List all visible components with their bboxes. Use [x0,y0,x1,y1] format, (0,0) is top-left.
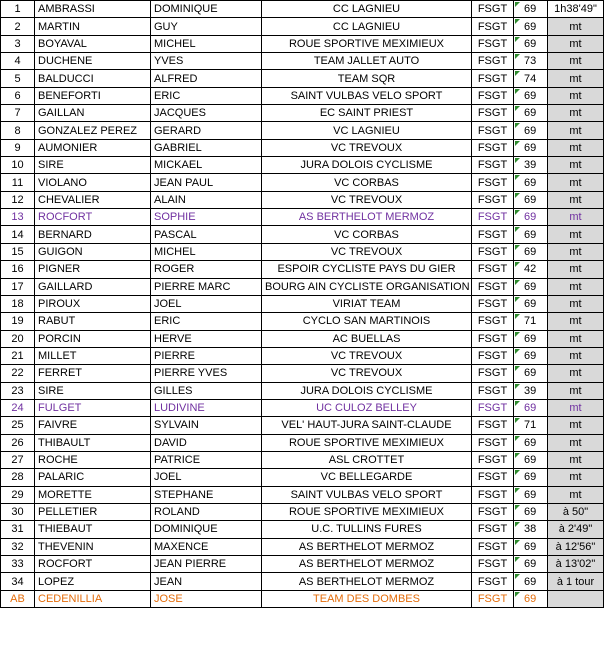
last-name-cell: GUIGON [35,243,151,260]
table-row [1,1,604,18]
department-cell: 39 [514,382,548,399]
rank-cell: 17 [1,278,35,295]
rank-cell: 13 [1,209,35,226]
rank-cell: 32 [1,538,35,555]
federation-cell: FSGT [472,243,514,260]
time-cell: mt [548,18,604,35]
club-cell: VEL' HAUT-JURA SAINT-CLAUDE [262,417,472,434]
first-name-cell: GUY [151,18,262,35]
department-cell: 71 [514,313,548,330]
rank-cell: 8 [1,122,35,139]
last-name-cell: GONZALEZ PEREZ [35,122,151,139]
first-name-cell: STEPHANE [151,486,262,503]
first-name-cell: SOPHIE [151,209,262,226]
first-name-cell: GERARD [151,122,262,139]
club-cell: SAINT VULBAS VELO SPORT [262,87,472,104]
table-row [1,382,604,399]
federation-cell: FSGT [472,1,514,18]
rank-cell: 18 [1,295,35,312]
last-name-cell: BERNARD [35,226,151,243]
time-cell: à 13'02" [548,556,604,573]
last-name-cell: BOYAVAL [35,35,151,52]
last-name-cell: GAILLARD [35,278,151,295]
table-row [1,174,604,191]
table-row [1,35,604,52]
rank-cell: 11 [1,174,35,191]
last-name-cell: SIRE [35,157,151,174]
rank-cell: 27 [1,451,35,468]
rank-cell: 29 [1,486,35,503]
club-cell: VC CORBAS [262,226,472,243]
table-row [1,87,604,104]
time-cell: mt [548,53,604,70]
last-name-cell: MARTIN [35,18,151,35]
time-cell: mt [548,365,604,382]
federation-cell: FSGT [472,486,514,503]
time-cell: mt [548,243,604,260]
department-cell: 69 [514,122,548,139]
time-cell: mt [548,226,604,243]
last-name-cell: PELLETIER [35,503,151,520]
table-row [1,70,604,87]
federation-cell: FSGT [472,590,514,607]
rank-cell: AB [1,590,35,607]
time-cell: mt [548,417,604,434]
table-row [1,486,604,503]
time-cell: mt [548,434,604,451]
first-name-cell: JOEL [151,295,262,312]
time-cell: mt [548,174,604,191]
last-name-cell: MORETTE [35,486,151,503]
club-cell: AS BERTHELOT MERMOZ [262,209,472,226]
first-name-cell: JOSE [151,590,262,607]
first-name-cell: GILLES [151,382,262,399]
last-name-cell: BALDUCCI [35,70,151,87]
table-row [1,399,604,416]
department-cell: 69 [514,556,548,573]
club-cell: AS BERTHELOT MERMOZ [262,556,472,573]
club-cell: ROUE SPORTIVE MEXIMIEUX [262,503,472,520]
table-row [1,469,604,486]
department-cell: 39 [514,157,548,174]
club-cell: VC BELLEGARDE [262,469,472,486]
rank-cell: 31 [1,521,35,538]
first-name-cell: MICHEL [151,243,262,260]
department-cell: 38 [514,521,548,538]
first-name-cell: LUDIVINE [151,399,262,416]
last-name-cell: CEDENILLIA [35,590,151,607]
table-row [1,191,604,208]
federation-cell: FSGT [472,139,514,156]
first-name-cell: ERIC [151,313,262,330]
department-cell: 69 [514,573,548,590]
department-cell: 69 [514,434,548,451]
table-row [1,417,604,434]
federation-cell: FSGT [472,122,514,139]
time-cell [548,590,604,607]
rank-cell: 14 [1,226,35,243]
club-cell: UC CULOZ BELLEY [262,399,472,416]
rank-cell: 19 [1,313,35,330]
rank-cell: 21 [1,347,35,364]
first-name-cell: DOMINIQUE [151,521,262,538]
table-row [1,122,604,139]
time-cell: mt [548,209,604,226]
table-row [1,347,604,364]
federation-cell: FSGT [472,191,514,208]
rank-cell: 23 [1,382,35,399]
federation-cell: FSGT [472,521,514,538]
table-row [1,226,604,243]
table-row [1,313,604,330]
table-row [1,53,604,70]
last-name-cell: FERRET [35,365,151,382]
federation-cell: FSGT [472,226,514,243]
department-cell: 69 [514,295,548,312]
table-row [1,261,604,278]
department-cell: 69 [514,278,548,295]
first-name-cell: ALFRED [151,70,262,87]
time-cell: mt [548,70,604,87]
first-name-cell: ROGER [151,261,262,278]
club-cell: AS BERTHELOT MERMOZ [262,573,472,590]
time-cell: mt [548,451,604,468]
department-cell: 69 [514,35,548,52]
rank-cell: 6 [1,87,35,104]
last-name-cell: VIOLANO [35,174,151,191]
time-cell: à 2'49" [548,521,604,538]
first-name-cell: YVES [151,53,262,70]
club-cell: AC BUELLAS [262,330,472,347]
club-cell: TEAM DES DOMBES [262,590,472,607]
rank-cell: 7 [1,105,35,122]
first-name-cell: SYLVAIN [151,417,262,434]
rank-cell: 22 [1,365,35,382]
department-cell: 69 [514,226,548,243]
time-cell: à 1 tour [548,573,604,590]
time-cell: mt [548,330,604,347]
federation-cell: FSGT [472,174,514,191]
first-name-cell: PIERRE [151,347,262,364]
table-row [1,503,604,520]
department-cell: 69 [514,590,548,607]
first-name-cell: PIERRE MARC [151,278,262,295]
table-row [1,18,604,35]
first-name-cell: PASCAL [151,226,262,243]
first-name-cell: ALAIN [151,191,262,208]
first-name-cell: GABRIEL [151,139,262,156]
first-name-cell: PATRICE [151,451,262,468]
last-name-cell: ROCFORT [35,209,151,226]
department-cell: 69 [514,365,548,382]
rank-cell: 33 [1,556,35,573]
department-cell: 69 [514,486,548,503]
table-row [1,573,604,590]
table-row [1,365,604,382]
club-cell: VC TREVOUX [262,191,472,208]
club-cell: ROUE SPORTIVE MEXIMIEUX [262,35,472,52]
club-cell: VC TREVOUX [262,243,472,260]
first-name-cell: MICHEL [151,35,262,52]
club-cell: VIRIAT TEAM [262,295,472,312]
first-name-cell: JEAN PIERRE [151,556,262,573]
department-cell: 69 [514,18,548,35]
last-name-cell: PIROUX [35,295,151,312]
federation-cell: FSGT [472,365,514,382]
department-cell: 74 [514,70,548,87]
federation-cell: FSGT [472,18,514,35]
federation-cell: FSGT [472,573,514,590]
last-name-cell: FAIVRE [35,417,151,434]
table-row [1,295,604,312]
department-cell: 42 [514,261,548,278]
club-cell: TEAM JALLET AUTO [262,53,472,70]
rank-cell: 20 [1,330,35,347]
rank-cell: 15 [1,243,35,260]
last-name-cell: PORCIN [35,330,151,347]
time-cell: mt [548,313,604,330]
time-cell: mt [548,399,604,416]
table-row [1,434,604,451]
federation-cell: FSGT [472,399,514,416]
club-cell: VC LAGNIEU [262,122,472,139]
club-cell: TEAM SQR [262,70,472,87]
first-name-cell: MAXENCE [151,538,262,555]
first-name-cell: HERVE [151,330,262,347]
federation-cell: FSGT [472,434,514,451]
federation-cell: FSGT [472,53,514,70]
federation-cell: FSGT [472,347,514,364]
last-name-cell: THIEBAUT [35,521,151,538]
last-name-cell: FULGET [35,399,151,416]
rank-cell: 28 [1,469,35,486]
last-name-cell: CHEVALIER [35,191,151,208]
last-name-cell: RABUT [35,313,151,330]
time-cell: mt [548,35,604,52]
club-cell: CC LAGNIEU [262,18,472,35]
federation-cell: FSGT [472,87,514,104]
table-row [1,330,604,347]
first-name-cell: PIERRE YVES [151,365,262,382]
club-cell: EC SAINT PRIEST [262,105,472,122]
federation-cell: FSGT [472,278,514,295]
last-name-cell: AMBRASSI [35,1,151,18]
club-cell: ASL CROTTET [262,451,472,468]
table-row [1,139,604,156]
department-cell: 69 [514,174,548,191]
department-cell: 69 [514,399,548,416]
time-cell: mt [548,295,604,312]
first-name-cell: DAVID [151,434,262,451]
department-cell: 69 [514,87,548,104]
time-cell: mt [548,486,604,503]
results-body [1,1,604,608]
table-row [1,556,604,573]
club-cell: JURA DOLOIS CYCLISME [262,382,472,399]
club-cell: CYCLO SAN MARTINOIS [262,313,472,330]
last-name-cell: BENEFORTI [35,87,151,104]
last-name-cell: AUMONIER [35,139,151,156]
table-row [1,105,604,122]
department-cell: 69 [514,330,548,347]
federation-cell: FSGT [472,209,514,226]
first-name-cell: JEAN PAUL [151,174,262,191]
rank-cell: 3 [1,35,35,52]
last-name-cell: DUCHENE [35,53,151,70]
table-row [1,278,604,295]
time-cell: mt [548,139,604,156]
time-cell: mt [548,261,604,278]
club-cell: ROUE SPORTIVE MEXIMIEUX [262,434,472,451]
club-cell: VC TREVOUX [262,347,472,364]
last-name-cell: ROCHE [35,451,151,468]
federation-cell: FSGT [472,382,514,399]
department-cell: 69 [514,243,548,260]
first-name-cell: MICKAEL [151,157,262,174]
first-name-cell: JOEL [151,469,262,486]
club-cell: JURA DOLOIS CYCLISME [262,157,472,174]
first-name-cell: DOMINIQUE [151,1,262,18]
club-cell: CC LAGNIEU [262,1,472,18]
last-name-cell: MILLET [35,347,151,364]
federation-cell: FSGT [472,313,514,330]
club-cell: U.C. TULLINS FURES [262,521,472,538]
time-cell: mt [548,278,604,295]
department-cell: 69 [514,451,548,468]
last-name-cell: THEVENIN [35,538,151,555]
time-cell: mt [548,469,604,486]
rank-cell: 16 [1,261,35,278]
first-name-cell: JEAN [151,573,262,590]
department-cell: 69 [514,105,548,122]
federation-cell: FSGT [472,556,514,573]
rank-cell: 24 [1,399,35,416]
federation-cell: FSGT [472,451,514,468]
first-name-cell: ERIC [151,87,262,104]
table-row [1,538,604,555]
first-name-cell: JACQUES [151,105,262,122]
time-cell: mt [548,347,604,364]
time-cell: mt [548,191,604,208]
department-cell: 69 [514,538,548,555]
table-row [1,157,604,174]
rank-cell: 4 [1,53,35,70]
rank-cell: 30 [1,503,35,520]
rank-cell: 1 [1,1,35,18]
rank-cell: 26 [1,434,35,451]
club-cell: SAINT VULBAS VELO SPORT [262,486,472,503]
federation-cell: FSGT [472,330,514,347]
table-row [1,243,604,260]
department-cell: 73 [514,53,548,70]
federation-cell: FSGT [472,70,514,87]
department-cell: 69 [514,1,548,18]
time-cell: à 50" [548,503,604,520]
first-name-cell: ROLAND [151,503,262,520]
last-name-cell: THIBAULT [35,434,151,451]
federation-cell: FSGT [472,157,514,174]
club-cell: BOURG AIN CYCLISTE ORGANISATION [262,278,472,295]
table-row [1,209,604,226]
federation-cell: FSGT [472,469,514,486]
department-cell: 69 [514,469,548,486]
federation-cell: FSGT [472,105,514,122]
club-cell: VC CORBAS [262,174,472,191]
club-cell: ESPOIR CYCLISTE PAYS DU GIER [262,261,472,278]
table-row [1,590,604,607]
department-cell: 69 [514,347,548,364]
rank-cell: 10 [1,157,35,174]
rank-cell: 34 [1,573,35,590]
department-cell: 69 [514,139,548,156]
time-cell: à 12'56" [548,538,604,555]
rank-cell: 9 [1,139,35,156]
time-cell: mt [548,157,604,174]
club-cell: VC TREVOUX [262,365,472,382]
club-cell: VC TREVOUX [262,139,472,156]
department-cell: 71 [514,417,548,434]
federation-cell: FSGT [472,417,514,434]
table-row [1,521,604,538]
rank-cell: 25 [1,417,35,434]
time-cell: 1h38'49" [548,1,604,18]
last-name-cell: SIRE [35,382,151,399]
time-cell: mt [548,105,604,122]
federation-cell: FSGT [472,295,514,312]
last-name-cell: LOPEZ [35,573,151,590]
rank-cell: 12 [1,191,35,208]
time-cell: mt [548,382,604,399]
department-cell: 69 [514,209,548,226]
federation-cell: FSGT [472,261,514,278]
time-cell: mt [548,87,604,104]
federation-cell: FSGT [472,538,514,555]
club-cell: AS BERTHELOT MERMOZ [262,538,472,555]
department-cell: 69 [514,191,548,208]
rank-cell: 2 [1,18,35,35]
federation-cell: FSGT [472,35,514,52]
last-name-cell: GAILLAN [35,105,151,122]
last-name-cell: PALARIC [35,469,151,486]
last-name-cell: PIGNER [35,261,151,278]
rank-cell: 5 [1,70,35,87]
table-row [1,451,604,468]
time-cell: mt [548,122,604,139]
department-cell: 69 [514,503,548,520]
last-name-cell: ROCFORT [35,556,151,573]
federation-cell: FSGT [472,503,514,520]
